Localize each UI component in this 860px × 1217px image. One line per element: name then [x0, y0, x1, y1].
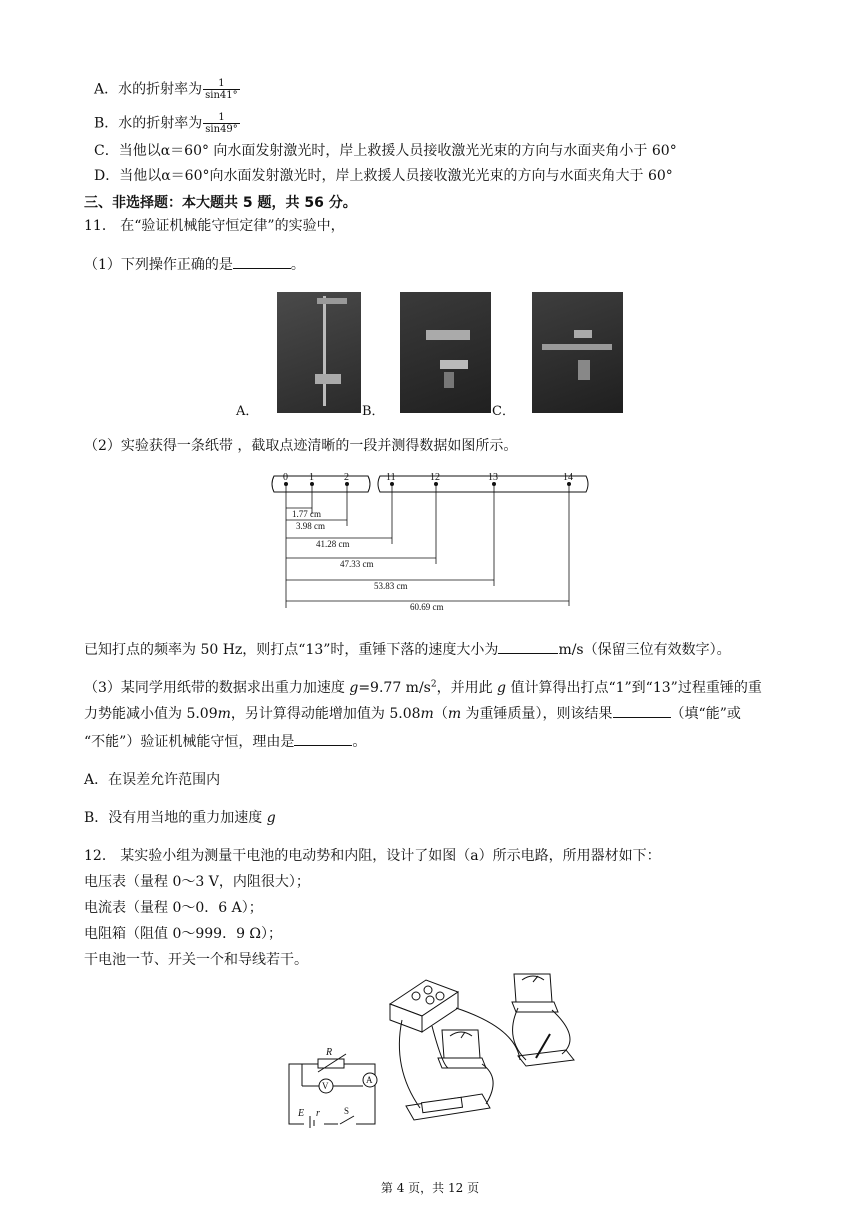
fraction: $\frac{1}{\sin 49^\circ}$ [205, 112, 238, 135]
q11-option-a: A．在误差允许范围内 [84, 772, 221, 788]
q11-part3-line3: “不能”）验证机械能守恒，理由是 。 [84, 734, 367, 750]
q11-option-b: B．没有用当地的重力加速度 g [84, 810, 276, 826]
tape-label-1: 1 [309, 472, 314, 483]
fraction: $\frac{1}{\sin 41^\circ}$ [205, 78, 238, 101]
measure-2: 3.98 cm [296, 521, 325, 531]
voltmeter-device [442, 1030, 480, 1058]
q11-part2: （2）实验获得一条纸带 ，截取点迹清晰的一段并测得数据如图所示。 [84, 438, 518, 454]
q12-item-3: 电阻箱（阻值 0～999．9 Ω）； [84, 926, 283, 942]
q11-intro: 11． 在“验证机械能守恒定律”的实验中， [84, 218, 345, 234]
photo-label-b: B． [362, 404, 385, 419]
q12-intro: 12． 某实验小组为测量干电池的电动势和内阻，设计了如图（a）所示电路，所用器材如下： [84, 848, 661, 864]
measure-6: 60.69 cm [410, 602, 444, 612]
photo-option-a [277, 292, 361, 413]
measure-3: 41.28 cm [316, 539, 350, 549]
paper-tape-diagram [266, 470, 592, 614]
q12-item-4: 干电池一节、开关一个和导线若干。 [84, 952, 308, 968]
label-r: R [326, 1047, 333, 1058]
tape-label-14: 14 [563, 472, 573, 483]
answer-blank [613, 704, 671, 718]
switch-device [518, 1050, 574, 1066]
q11-part3-line2: 力势能减小值为 5.09m，另计算得动能增加值为 5.08m（m 为重锤质量），则该结果 （填“能”或 [84, 706, 741, 722]
tape-label-2: 2 [344, 472, 349, 483]
answer-blank [233, 255, 291, 269]
photo-option-b [400, 292, 491, 413]
photo-label-a: A． [236, 404, 259, 419]
q11-part2-question: 已知打点的频率为 50 Hz，则打点“13”时，重锤下落的速度大小为 m/s（保留三位有效数字）。 [84, 642, 731, 658]
option-d: D．当他以α＝60°向水面发射激光时，岸上救援人员接收激光光束的方向与水面夹角大于 60° [94, 168, 673, 184]
option-a [94, 78, 240, 101]
tape-label-13: 13 [488, 472, 498, 483]
tape-label-11: 11 [386, 472, 396, 483]
q11-part3-line1: （3）某同学用纸带的数据求出重力加速度 g=9.77 $m/s^2$，并用此 g 值计算得出打点“1”到“13”过程重锤的重 [84, 679, 762, 696]
section-heading: 三、非选择题：本大题共 5 题，共 56 分。 [84, 195, 357, 211]
label-e: E [298, 1108, 305, 1119]
tape-label-12: 12 [430, 472, 440, 483]
photo-label-c: C． [492, 404, 515, 419]
option-a-text: A．水的折射率为 [94, 81, 203, 98]
apparatus-sketch [386, 968, 590, 1136]
photo-option-c [532, 292, 623, 413]
label-a: A [366, 1075, 373, 1085]
answer-blank [294, 732, 352, 746]
ammeter-device [514, 974, 552, 1002]
label-r-internal: r [316, 1108, 320, 1119]
page-footer: 第 4 页，共 12 页 [380, 1181, 480, 1195]
measure-5: 53.83 cm [374, 581, 408, 591]
option-b-text: B．水的折射率为 [94, 115, 203, 132]
q12-item-2: 电流表（量程 0～0．6 A）； [84, 900, 263, 916]
measure-4: 47.33 cm [340, 559, 374, 569]
tape-label-0: 0 [283, 472, 288, 483]
circuit-diagram [284, 1044, 382, 1128]
q11-part1: （1）下列操作正确的是 。 [84, 257, 305, 273]
answer-blank [498, 640, 558, 654]
label-s: S [344, 1106, 350, 1116]
option-c: C．当他以α＝60° 向水面发射激光时，岸上救援人员接收激光光束的方向与水面夹角小于 60° [94, 143, 677, 159]
measure-1: 1.77 cm [292, 509, 321, 519]
q12-item-1: 电压表（量程 0～3 V，内阻很大）； [84, 874, 310, 890]
label-v: V [322, 1081, 329, 1091]
option-b [94, 112, 240, 135]
